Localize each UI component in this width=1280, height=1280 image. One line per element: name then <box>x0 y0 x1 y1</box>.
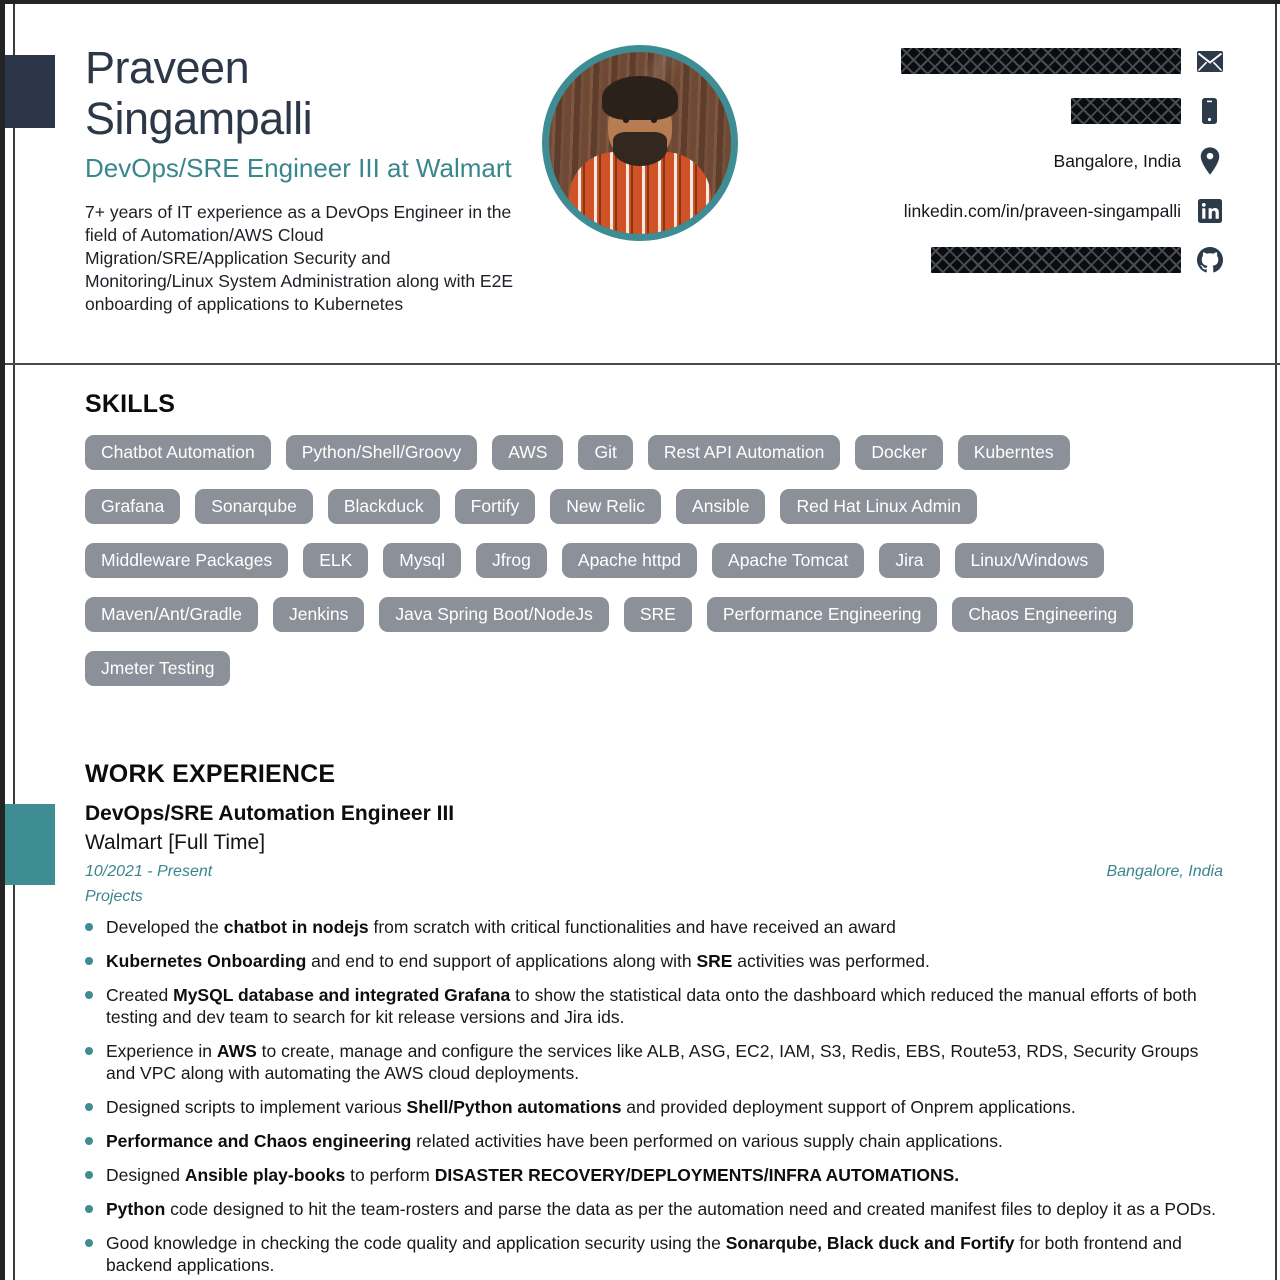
skill-badge: Jmeter Testing <box>85 651 230 686</box>
skill-badge: AWS <box>492 435 563 470</box>
skill-badge: Jira <box>879 543 939 578</box>
profile-photo <box>542 45 738 241</box>
github-icon <box>1196 247 1223 273</box>
skill-badge: Docker <box>855 435 942 470</box>
skill-badge: Sonarqube <box>195 489 313 524</box>
skill-row <box>85 489 1225 524</box>
role-title: DevOps/SRE Engineer III at Walmart <box>85 153 512 183</box>
bullet-dot-icon <box>85 1137 93 1145</box>
skill-badge: Rest API Automation <box>648 435 841 470</box>
skill-badge: Maven/Ant/Gradle <box>85 597 258 632</box>
bullet-dot-icon <box>85 1239 93 1247</box>
skills-badges <box>85 435 1225 686</box>
skill-row <box>85 435 1225 470</box>
skill-badge: Mysql <box>383 543 461 578</box>
summary-text: 7+ years of IT experience as a DevOps Engineer in the field of Automation/AWS Cloud Migration/SRE/Application Security and Monitoring/Linux System Administration along with E2E onboarding of applications to Kubernetes <box>85 202 513 314</box>
skill-badge: Git <box>578 435 632 470</box>
header-accent-square <box>5 55 55 128</box>
skill-row <box>85 651 1225 686</box>
skill-badge: New Relic <box>550 489 661 524</box>
skill-badge: Apache Tomcat <box>712 543 864 578</box>
skill-badge: Grafana <box>85 489 180 524</box>
bullet-text: Python code designed to hit the team-rosters and parse the data as per the automation need and created manifest files to deploy it as a PODs. <box>106 1199 1216 1219</box>
page-left-border <box>0 0 5 1280</box>
skill-badge: Jfrog <box>476 543 547 578</box>
skill-row <box>85 597 1225 632</box>
location-text: Bangalore, India <box>1053 150 1181 171</box>
experience-bullet <box>85 916 1223 938</box>
skill-badge: Apache httpd <box>562 543 697 578</box>
skill-badge: Python/Shell/Groovy <box>286 435 478 470</box>
photo-eye <box>623 118 629 123</box>
location-pin-icon <box>1196 147 1223 175</box>
github-redacted-bar <box>931 247 1181 273</box>
contact-row-email <box>901 47 1223 75</box>
bullet-dot-icon <box>85 991 93 999</box>
experience-accent-square <box>5 804 55 885</box>
bullet-dot-icon <box>85 1103 93 1111</box>
experience-bullets <box>85 916 1223 1276</box>
experience-bullet <box>85 1040 1223 1084</box>
skill-badge: Java Spring Boot/NodeJs <box>379 597 608 632</box>
photo-eye <box>651 118 657 123</box>
photo-beard <box>613 132 667 166</box>
skills-section <box>85 390 1225 705</box>
experience-bullet <box>85 1198 1223 1220</box>
header <box>85 42 535 316</box>
bullet-dot-icon <box>85 1047 93 1055</box>
page-left-rule <box>13 4 15 1280</box>
bullet-dot-icon <box>85 1205 93 1213</box>
experience-bullet <box>85 1130 1223 1152</box>
bullet-text: Designed scripts to implement various Shell/Python automations and provided deployment support of Onprem applications. <box>106 1097 1076 1117</box>
skill-badge: Fortify <box>455 489 536 524</box>
skill-badge: Ansible <box>676 489 765 524</box>
bullet-dot-icon <box>85 923 93 931</box>
job-dates: 10/2021 - Present <box>85 863 213 880</box>
contact-row-location <box>1054 147 1223 175</box>
projects-label: Projects <box>85 888 143 905</box>
experience-section <box>85 760 1223 1280</box>
skill-badge: Chatbot Automation <box>85 435 271 470</box>
phone-redacted-bar <box>1071 98 1181 124</box>
contact-row-phone <box>1071 97 1223 125</box>
skill-badge: Middleware Packages <box>85 543 288 578</box>
header-section-divider <box>5 363 1280 365</box>
bullet-text: Developed the chatbot in nodejs from scratch with critical functionalities and have received an award <box>106 917 896 937</box>
bullet-text: Performance and Chaos engineering related activities have been performed on various supply chain applications. <box>106 1131 1003 1151</box>
job-meta-row <box>85 863 1223 881</box>
contact-row-linkedin <box>904 197 1223 225</box>
experience-heading: WORK EXPERIENCE <box>85 760 336 788</box>
job-location: Bangalore, India <box>1106 863 1223 880</box>
bullet-text: Experience in AWS to create, manage and configure the services like ALB, ASG, EC2, IAM, S3, Redis, EBS, Route53, RDS, Security Groups and VPC along with automating the AWS cloud deployments. <box>106 1041 1199 1083</box>
skill-row <box>85 543 1225 578</box>
experience-bullet <box>85 1232 1223 1276</box>
linkedin-link[interactable]: linkedin.com/in/praveen-singampalli <box>903 200 1181 221</box>
phone-icon <box>1196 98 1223 124</box>
page-top-border <box>0 0 1280 4</box>
skill-badge: Jenkins <box>273 597 364 632</box>
candidate-last-name: Singampalli <box>85 93 313 144</box>
bullet-text: Kubernetes Onboarding and end to end support of applications along with SRE activities was performed. <box>106 951 930 971</box>
skill-badge: Performance Engineering <box>707 597 937 632</box>
skill-badge: SRE <box>624 597 692 632</box>
photo-hair <box>602 76 678 120</box>
experience-bullet <box>85 950 1223 972</box>
candidate-name <box>85 42 535 144</box>
skills-heading: SKILLS <box>85 390 176 418</box>
contact-row-github <box>931 246 1223 274</box>
skill-badge: Chaos Engineering <box>952 597 1133 632</box>
job-title: DevOps/SRE Automation Engineer III <box>85 802 455 825</box>
bullet-text: Good knowledge in checking the code quality and application security using the Sonarqube, Black duck and Fortify for both frontend and backend applications. <box>106 1233 1182 1275</box>
skill-badge: Blackduck <box>328 489 440 524</box>
email-redacted-bar <box>901 48 1181 74</box>
skill-badge: ELK <box>303 543 368 578</box>
skill-badge: Linux/Windows <box>955 543 1105 578</box>
email-icon <box>1196 51 1223 72</box>
bullet-dot-icon <box>85 1171 93 1179</box>
page-right-rule <box>1275 4 1277 1280</box>
experience-bullet <box>85 984 1223 1028</box>
bullet-dot-icon <box>85 957 93 965</box>
candidate-first-name: Praveen <box>85 42 250 93</box>
skill-badge: Red Hat Linux Admin <box>780 489 976 524</box>
bullet-text: Designed Ansible play-books to perform DISASTER RECOVERY/DEPLOYMENTS/INFRA AUTOMATIONS. <box>106 1165 960 1185</box>
company-name: Walmart [Full Time] <box>85 831 266 854</box>
skill-badge: Kuberntes <box>958 435 1070 470</box>
experience-bullet <box>85 1164 1223 1186</box>
bullet-text: Created MySQL database and integrated Grafana to show the statistical data onto the dashboard which reduced the manual efforts of both testing and dev team to search for kit release versions and Jira ids. <box>106 985 1197 1027</box>
experience-bullet <box>85 1096 1223 1118</box>
linkedin-icon <box>1196 199 1223 223</box>
